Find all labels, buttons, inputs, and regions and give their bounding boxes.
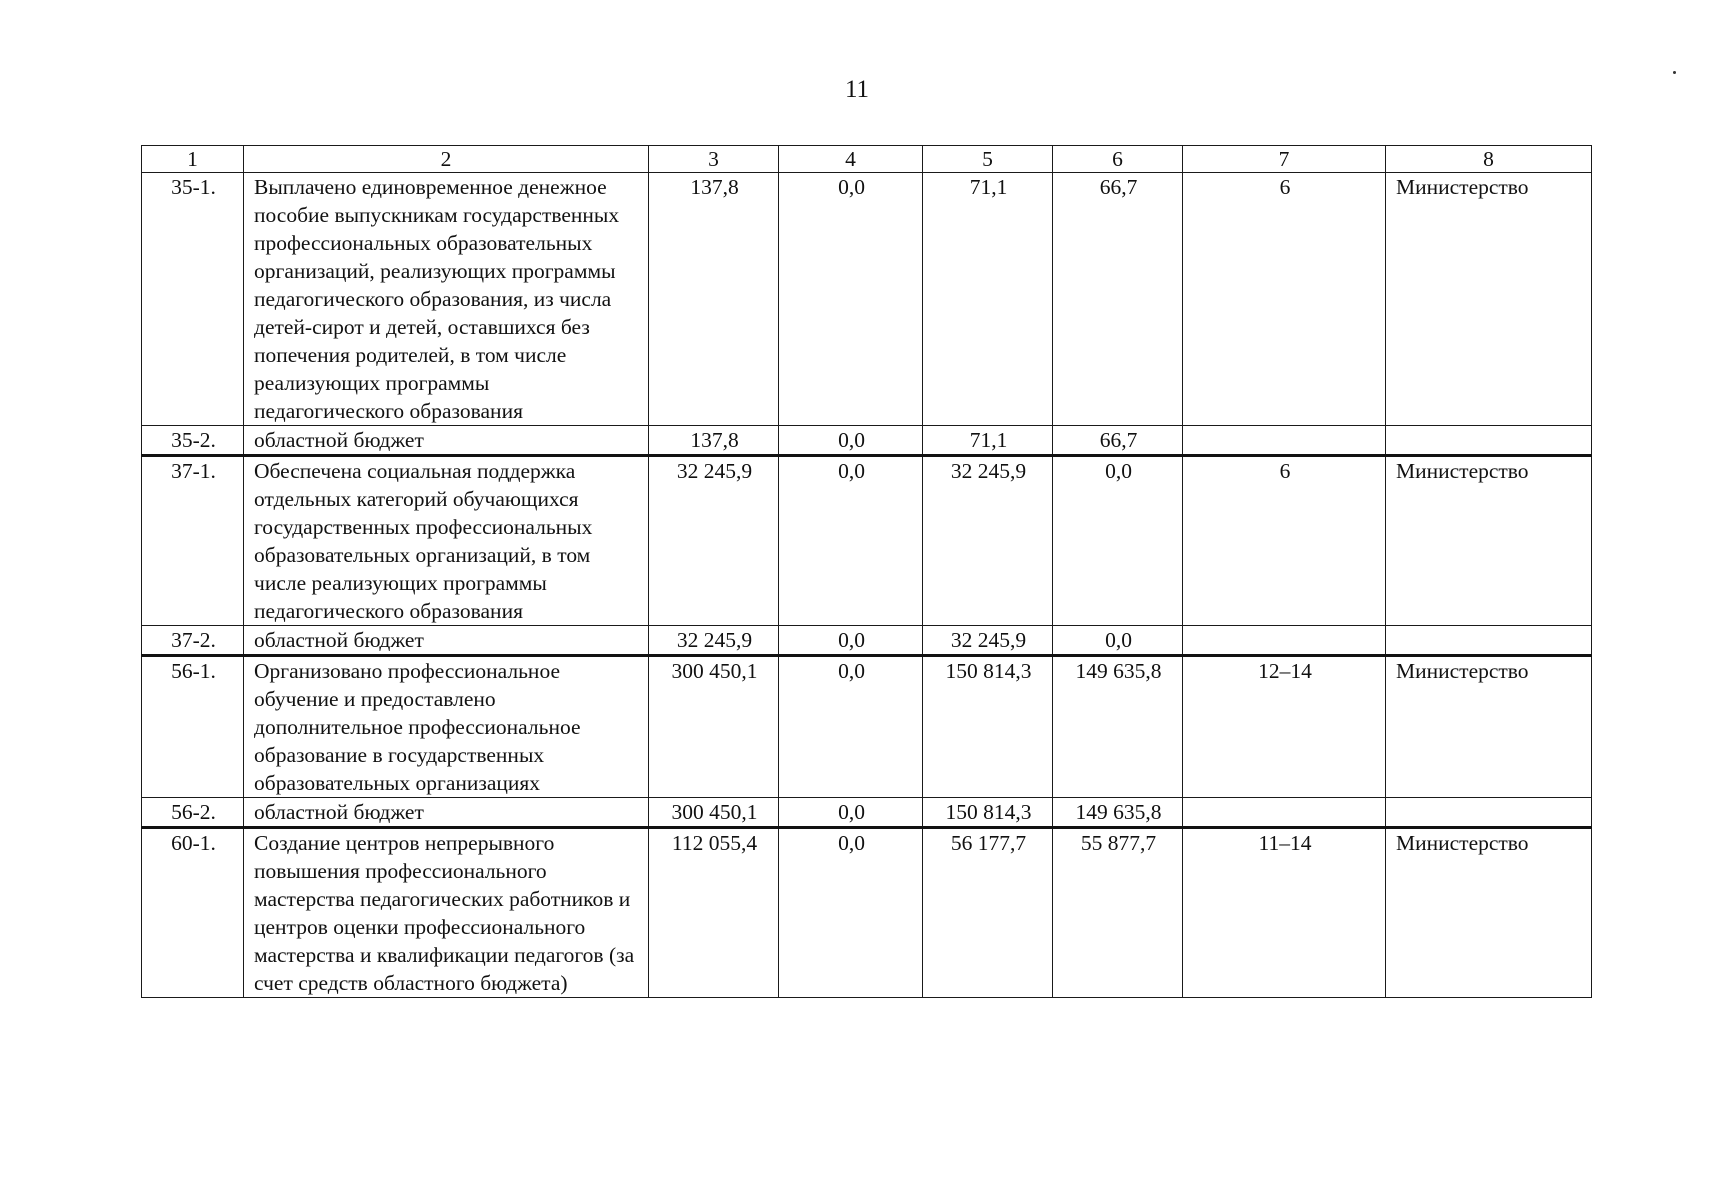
table-row: [142, 626, 1592, 656]
data-table: [141, 145, 1592, 998]
cell-col4: 0,0: [779, 828, 923, 998]
cell-responsible: [1386, 798, 1592, 828]
row-number: 35-1.: [142, 173, 244, 426]
cell-total: 137,8: [649, 426, 779, 456]
cell-responsible: [1386, 426, 1592, 456]
cell-col5: 150 814,3: [923, 798, 1053, 828]
table-row: [142, 173, 1592, 426]
row-number: 56-1.: [142, 656, 244, 798]
row-number: 37-1.: [142, 456, 244, 626]
cell-col4: 0,0: [779, 426, 923, 456]
cell-col6: 0,0: [1053, 456, 1183, 626]
column-header: 8: [1386, 146, 1592, 173]
column-header: 5: [923, 146, 1053, 173]
cell-col4: 0,0: [779, 456, 923, 626]
cell-col6: 149 635,8: [1053, 798, 1183, 828]
row-description: Создание центров непрерывного повышения профессионального мастерства педагогических работников и центров оценки профессионального мастерства и квалификации педагогов (за счет средств областного бюджета): [244, 828, 649, 998]
cell-responsible: Министерство: [1386, 456, 1592, 626]
cell-col6: 149 635,8: [1053, 656, 1183, 798]
cell-col5: 71,1: [923, 173, 1053, 426]
cell-col7: [1183, 626, 1386, 656]
cell-total: 112 055,4: [649, 828, 779, 998]
cell-col4: 0,0: [779, 173, 923, 426]
cell-col7: 11–14: [1183, 828, 1386, 998]
table-row: [142, 828, 1592, 998]
cell-col5: 32 245,9: [923, 626, 1053, 656]
cell-col7: 6: [1183, 456, 1386, 626]
cell-responsible: [1386, 626, 1592, 656]
cell-responsible: Министерство: [1386, 173, 1592, 426]
scan-speck: [1673, 71, 1676, 74]
table-row: [142, 656, 1592, 798]
cell-col4: 0,0: [779, 798, 923, 828]
cell-col6: 66,7: [1053, 426, 1183, 456]
column-number-row: [142, 146, 1592, 173]
cell-responsible: Министерство: [1386, 828, 1592, 998]
cell-total: 32 245,9: [649, 626, 779, 656]
cell-total: 137,8: [649, 173, 779, 426]
cell-total: 300 450,1: [649, 656, 779, 798]
row-number: 35-2.: [142, 426, 244, 456]
cell-total: 32 245,9: [649, 456, 779, 626]
cell-col5: 56 177,7: [923, 828, 1053, 998]
row-description: областной бюджет: [244, 426, 649, 456]
table-row: [142, 426, 1592, 456]
cell-col5: 71,1: [923, 426, 1053, 456]
cell-responsible: Министерство: [1386, 656, 1592, 798]
row-description: Организовано профессиональное обучение и предоставлено дополнительное профессиональное образование в государственных образовательных организациях: [244, 656, 649, 798]
cell-col4: 0,0: [779, 626, 923, 656]
cell-col7: 12–14: [1183, 656, 1386, 798]
row-number: 60-1.: [142, 828, 244, 998]
row-number: 37-2.: [142, 626, 244, 656]
cell-col7: 6: [1183, 173, 1386, 426]
cell-col7: [1183, 798, 1386, 828]
column-header: 4: [779, 146, 923, 173]
table-row: [142, 456, 1592, 626]
row-description: областной бюджет: [244, 626, 649, 656]
page-number: 11: [844, 76, 870, 103]
cell-total: 300 450,1: [649, 798, 779, 828]
table-row: [142, 798, 1592, 828]
cell-col7: [1183, 426, 1386, 456]
column-header: 2: [244, 146, 649, 173]
row-description: Выплачено единовременное денежное пособие выпускникам государственных профессиональных образовательных организаций, реализующих программы педагогического образования, из числа детей-сирот и детей, оставшихся без попечения родителей, в том числе реализующих программы педагогического образования: [244, 173, 649, 426]
column-header: 3: [649, 146, 779, 173]
row-number: 56-2.: [142, 798, 244, 828]
column-header: 7: [1183, 146, 1386, 173]
cell-col6: 0,0: [1053, 626, 1183, 656]
row-description: Обеспечена социальная поддержка отдельных категорий обучающихся государственных профессиональных образовательных организаций, в том числе реализующих программы педагогического образования: [244, 456, 649, 626]
column-header: 6: [1053, 146, 1183, 173]
cell-col6: 55 877,7: [1053, 828, 1183, 998]
cell-col5: 32 245,9: [923, 456, 1053, 626]
row-description: областной бюджет: [244, 798, 649, 828]
cell-col5: 150 814,3: [923, 656, 1053, 798]
cell-col4: 0,0: [779, 656, 923, 798]
column-header: 1: [142, 146, 244, 173]
cell-col6: 66,7: [1053, 173, 1183, 426]
